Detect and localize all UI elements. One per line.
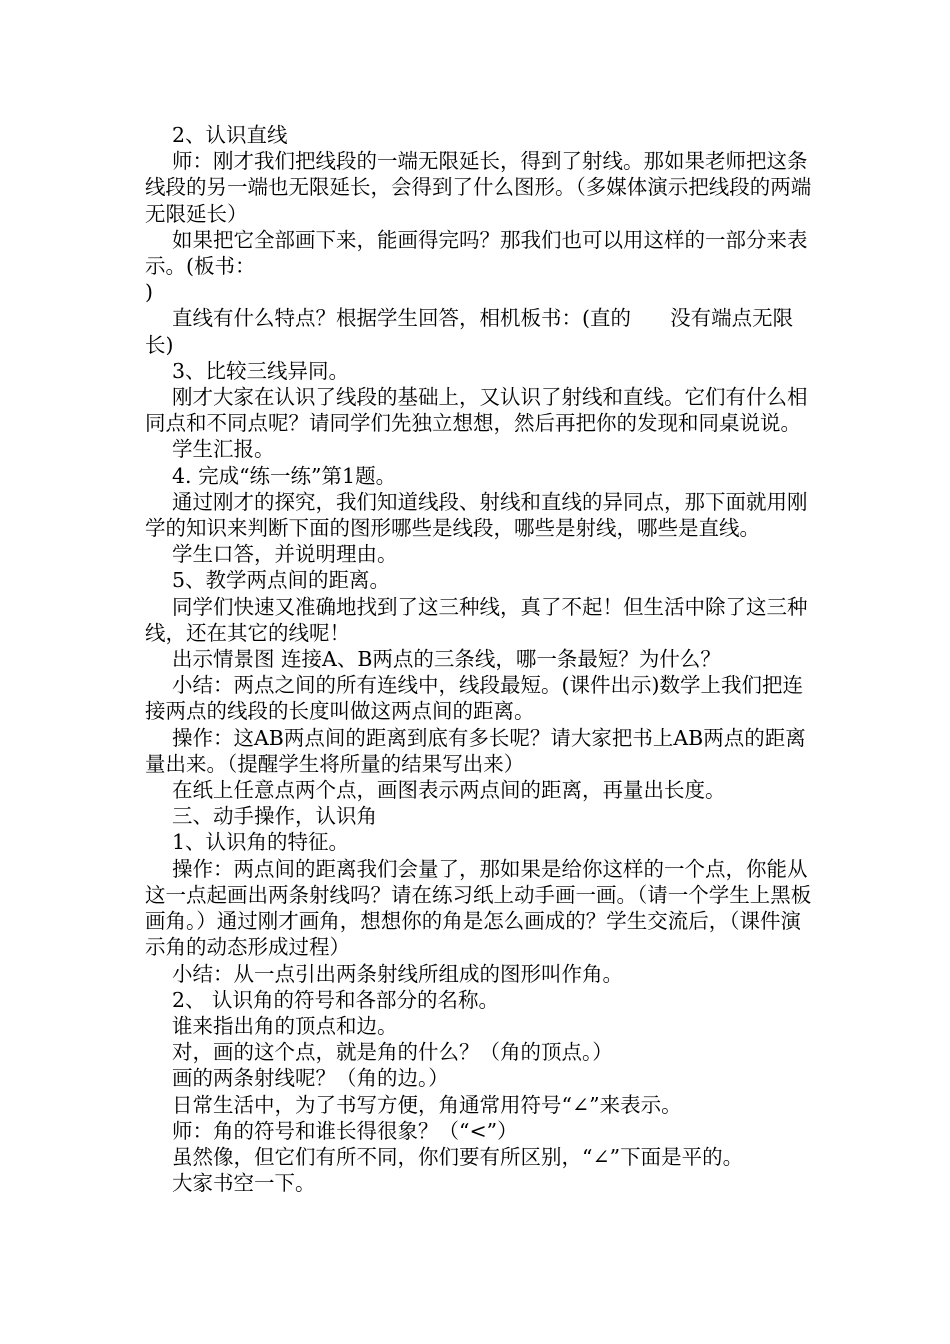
paragraph: 在纸上任意点两个点，画图表示两点间的距离，再量出长度。	[172, 778, 726, 803]
document-body	[145, 122, 813, 1196]
section-heading-line: 4. 完成“练一练”第1题。	[172, 463, 397, 488]
paragraph: 画的两条射线呢？（角的边。）	[172, 1066, 449, 1091]
paragraph: 刚才大家在认识了线段的基础上，又认识了射线和直线。它们有什么相同点和不同点呢？请同学们先独立想想，然后再把你的发现和同桌说说。	[145, 385, 808, 436]
paragraph: 操作：两点间的距离我们会量了，那如果是给你这样的一个点，你能从这一点起画出两条射线吗？请在练习纸上动手画一画。（请一个学生上黑板画角。）通过刚才画角，想想你的角是怎么画成的？学生交流后，（课件演示角的动态形成过程）	[145, 856, 812, 960]
paragraph: 谁来指出角的顶点和边。	[172, 1013, 398, 1038]
paragraph: 师：刚才我们把线段的一端无限延长，得到了射线。那如果老师把这条线段的另一端也无限延长，会得到了什么图形。（多媒体演示把线段的两端无限延长）	[145, 149, 812, 226]
paragraph: 对，画的这个点，就是角的什么？（角的顶点。）	[172, 1040, 613, 1065]
paragraph: 日常生活中，为了书写方便，角通常用符号“∠”来表示。	[172, 1092, 682, 1117]
paragraph: 操作：这AB两点间的距离到底有多长呢？请大家把书上AB两点的距离量出来。（提醒学生将所量的结果写出来）	[145, 725, 806, 776]
section-heading-line: 2、认识直线	[172, 123, 288, 147]
paragraph: 师：角的符号和谁长得很象？（“<”）	[172, 1118, 518, 1143]
paragraph: 学生汇报。	[172, 437, 275, 462]
section-heading-line: 1、认识角的特征。	[172, 830, 350, 855]
section-heading-line: 2、 认识角的符号和各部分的名称。	[172, 987, 500, 1012]
section-heading-line: 5、教学两点间的距离。	[172, 568, 391, 593]
section-heading-line: 3、比较三线异同。	[172, 358, 350, 383]
paragraph: 虽然像，但它们有所不同，你们要有所区别，“∠”下面是平的。	[172, 1144, 744, 1169]
paragraph: 同学们快速又准确地找到了这三种线，真了不起！但生活中除了这三种线，还在其它的线呢！	[145, 594, 808, 645]
paragraph: 学生口答，并说明理由。	[172, 542, 398, 567]
paragraph: 大家书空一下。	[172, 1171, 316, 1196]
paragraph: 直线有什么特点？根据学生回答，相机板书：(直的 没有端点无限长)	[145, 306, 794, 357]
paragraph: 如果把它全部画下来，能画得完吗？那我们也可以用这样的一部分来表示。(板书：	[145, 227, 808, 279]
paragraph: 小结：从一点引出两条射线所组成的图形叫作角。	[172, 961, 623, 986]
paragraph: 小结：两点之间的所有连线中，线段最短。(课件出示)数学上我们把连接两点的线段的长度叫做这两点间的距离。	[145, 673, 803, 724]
paragraph: 出示情景图 连接A、B两点的三条线，哪一条最短？为什么？	[172, 647, 721, 672]
section-heading-line: 三、动手操作，认识角	[172, 804, 377, 829]
paragraph: )	[145, 280, 153, 305]
paragraph: 通过刚才的探究，我们知道线段、射线和直线的异同点，那下面就用刚学的知识来判断下面的图形哪些是线段，哪些是射线，哪些是直线。	[145, 489, 808, 541]
